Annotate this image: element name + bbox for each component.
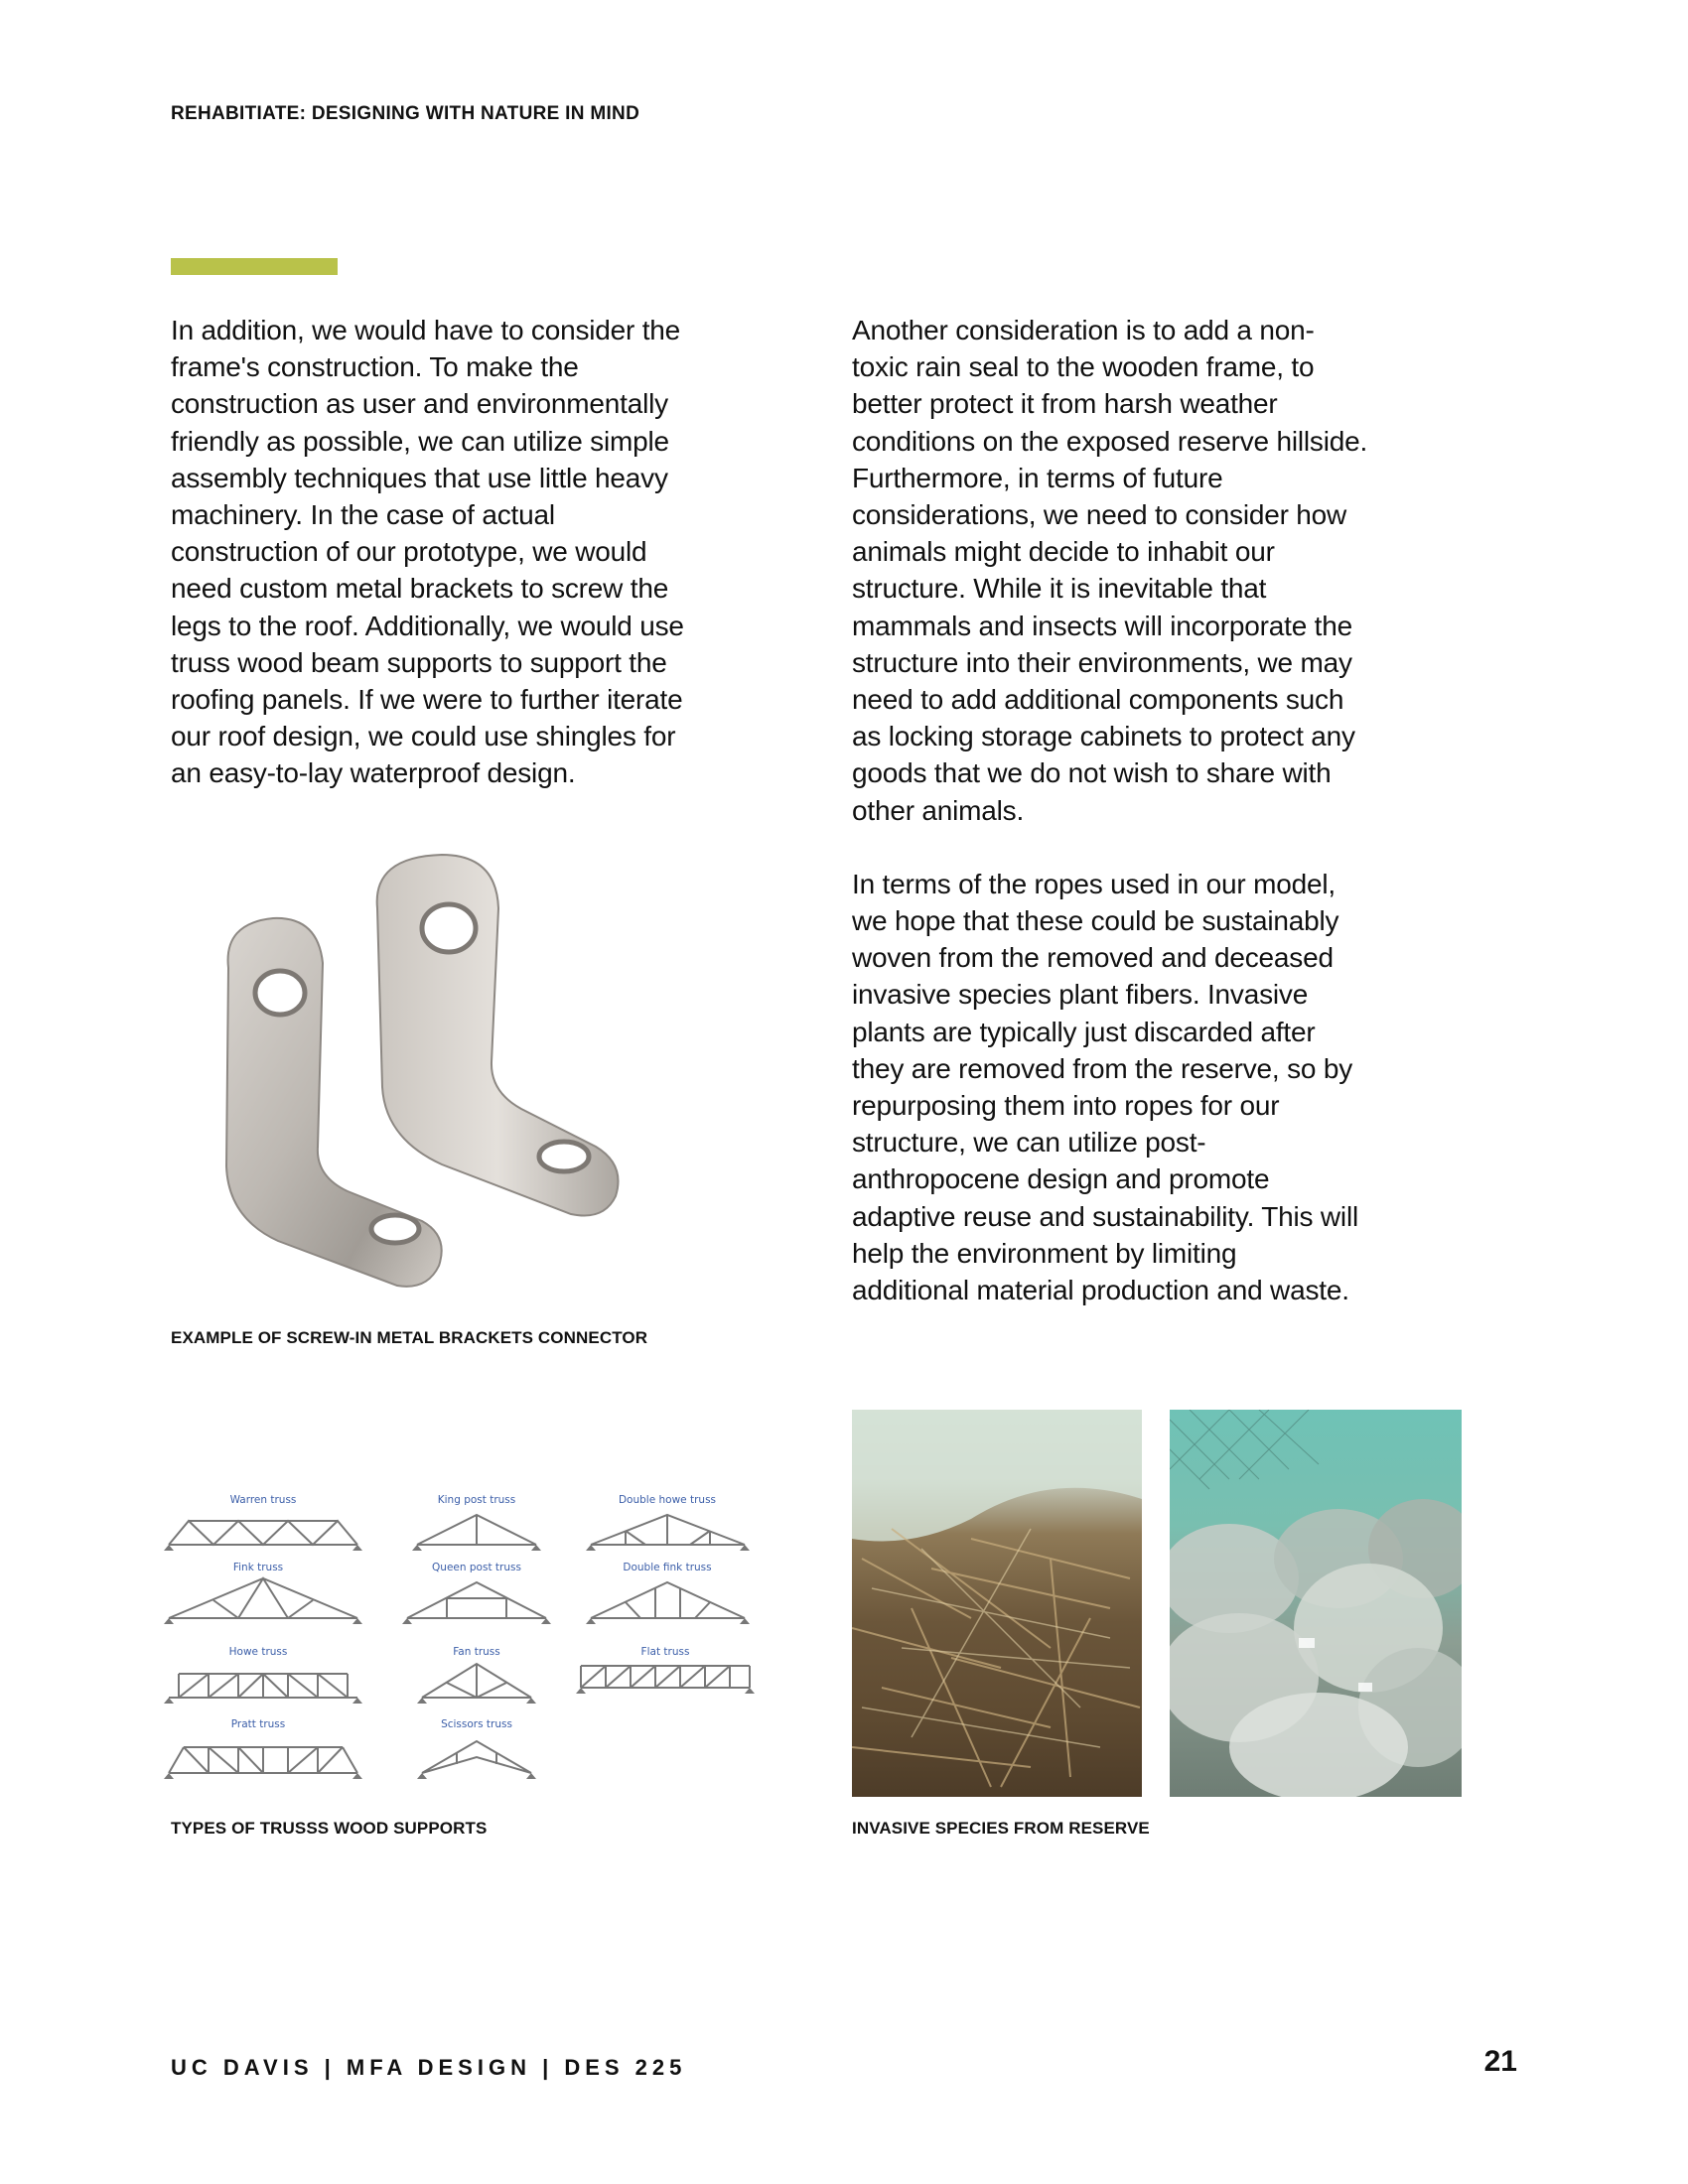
- brackets-caption: EXAMPLE OF SCREW-IN METAL BRACKETS CONNECTOR: [171, 1328, 648, 1347]
- bagged-plants-texture: [1170, 1410, 1462, 1797]
- right-column: [852, 312, 1408, 1308]
- truss-caption: TYPES OF TRUSSS WOOD SUPPORTS: [171, 1819, 488, 1838]
- truss-label-king-post: King post truss: [437, 1494, 516, 1506]
- truss-label-fink: Fink truss: [232, 1562, 284, 1573]
- invasive-caption: INVASIVE SPECIES FROM RESERVE: [852, 1819, 1150, 1838]
- left-column: [171, 312, 727, 792]
- truss-label-flat: Flat truss: [640, 1646, 690, 1658]
- truss-label-double-howe: Double howe truss: [618, 1494, 717, 1506]
- right-paragraph-1: Another consideration is to add a non- toxic rain seal to the wooden frame, to better protect it from harsh weather conditions on the exposed reserve hillside. Furthermore, in terms of future considerations, we need to consider how animals might decide to inhabit our structure. While it is inevitable that mammals and insects will incorporate the structure into their environments, we may need to add additional components such as locking storage cabinets to protect any goods that we do not wish to share with other animals.: [852, 315, 1368, 826]
- truss-label-warren: Warren truss: [229, 1494, 297, 1506]
- dried-grass-texture: [852, 1410, 1142, 1797]
- brackets-image: [189, 849, 655, 1325]
- truss-label-pratt: Pratt truss: [230, 1718, 286, 1730]
- running-header: REHABITIATE: DESIGNING WITH NATURE IN MIND: [171, 103, 640, 124]
- truss-types-illustration: [159, 1479, 765, 1787]
- footer-text: UC DAVIS | MFA DESIGN | DES 225: [171, 2055, 687, 2080]
- truss-label-queen-post: Queen post truss: [432, 1562, 521, 1573]
- page-number: 21: [1483, 2045, 1517, 2078]
- truss-label-double-fink: Double fink truss: [623, 1562, 712, 1573]
- left-paragraph: In addition, we would have to consider the frame's construction. To make the construction as user and environmentally friendly as possible, we can utilize simple assembly techniques that use little heavy machinery. In the case of actual construction of our prototype, we would need custom metal brackets to screw the legs to the roof. Additionally, we would use truss wood beam supports to support the roofing panels. If we were to further iterate our roof design, we could use shingles for an easy-to-lay waterproof design.: [171, 315, 684, 789]
- truss-label-fan: Fan truss: [453, 1646, 500, 1658]
- dried-plant-fibers-photo: [852, 1410, 1142, 1797]
- brackets-illustration: [189, 849, 655, 1325]
- truss-diagram: [159, 1479, 765, 1787]
- accent-bar: [171, 258, 338, 275]
- truss-label-scissors: Scissors truss: [441, 1718, 512, 1730]
- right-paragraph-2: In terms of the ropes used in our model, we hope that these could be sustainably woven from the removed and deceased invasive species plant fibers. Invasive plants are typically just discarded after they are removed from the reserve, so by repurposing them into ropes for our structure, we can utilize post- anthropocene design and promote adaptive reuse and sustainability. This will help the environment by limiting additional material production and waste.: [852, 868, 1358, 1306]
- truss-label-howe: Howe truss: [228, 1646, 288, 1658]
- bagged-invasive-plants-photo: [1170, 1410, 1462, 1797]
